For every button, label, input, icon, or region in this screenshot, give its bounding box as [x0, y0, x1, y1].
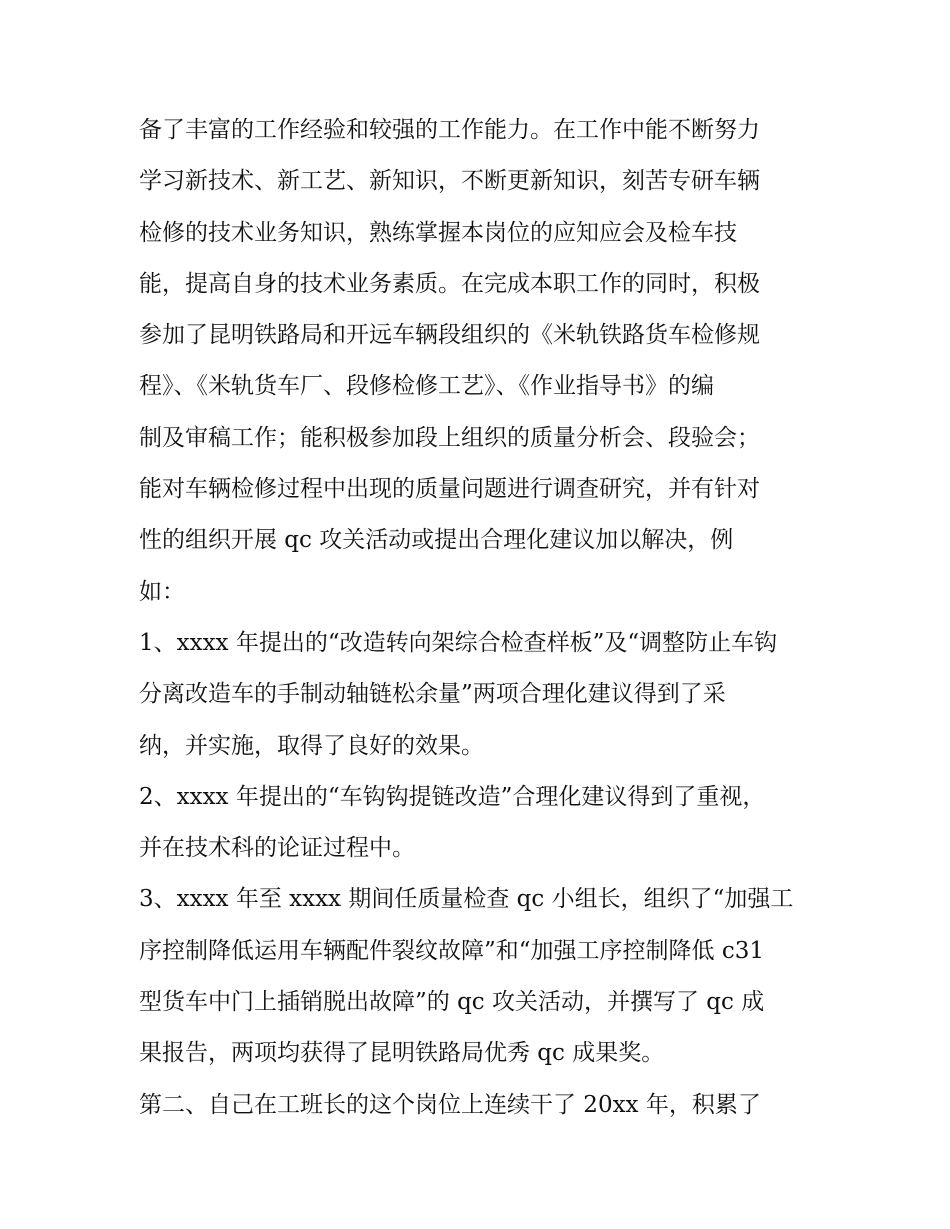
list-item-3-line: 果报告，两项均获得了昆明铁路局优秀 qc 成果奖。 — [139, 1040, 665, 1067]
text-line: 学习新技术、新工艺、新知识，不断更新知识，刻苦专研车辆 — [139, 168, 760, 195]
list-item-2-line: 并在技术科的论证过程中。 — [139, 835, 415, 862]
text-line: 如： — [139, 578, 185, 605]
text-line: 程》、《米轨货车厂、段修检修工艺》、《作业指导书》的编 — [139, 373, 714, 400]
list-item-3-line: 序控制降低运用车辆配件裂纹故障”和“加强工序控制降低 c31 — [139, 937, 764, 964]
body-text — [139, 105, 829, 1131]
list-item-1-line: 分离改造车的手制动轴链松余量”两项合理化建议得到了采 — [139, 681, 726, 708]
text-line: 能对车辆检修过程中出现的质量问题进行调查研究，并有针对 — [139, 476, 760, 503]
text-line: 参加了昆明铁路局和开远车辆段组织的《米轨铁路货车检修规 — [139, 322, 760, 349]
list-item-1-line: 纳，并实施，取得了良好的效果。 — [139, 732, 484, 759]
text-line: 备了丰富的工作经验和较强的工作能力。在工作中能不断努力 — [139, 117, 760, 143]
text-line: 制及审稿工作；能积极参加段上组织的质量分析会、段验会； — [139, 424, 760, 451]
text-line: 第二、自己在工班长的这个岗位上连续干了 20xx 年，积累了 — [139, 1091, 761, 1118]
list-item-3-line: 3、xxxx 年至 xxxx 期间任质量检查 qc 小组长，组织了“加强工 — [139, 886, 794, 913]
list-item-3-line: 型货车中门上插销脱出故障”的 qc 攻关活动，并撰写了 qc 成 — [139, 989, 765, 1016]
text-line: 能，提高自身的技术业务素质。在完成本职工作的同时，积极 — [139, 270, 760, 297]
list-item-2-line: 2、xxxx 年提出的“车钩钩提链改造”合理化建议得到了重视， — [139, 783, 766, 810]
text-line: 检修的技术业务知识，熟练掌握本岗位的应知应会及检车技 — [139, 219, 737, 246]
text-line: 性的组织开展 qc 攻关活动或提出合理化建议加以解决，例 — [139, 527, 734, 554]
list-item-1-line: 1、xxxx 年提出的“改造转向架综合检查样板”及“调整防止车钩 — [139, 629, 778, 656]
